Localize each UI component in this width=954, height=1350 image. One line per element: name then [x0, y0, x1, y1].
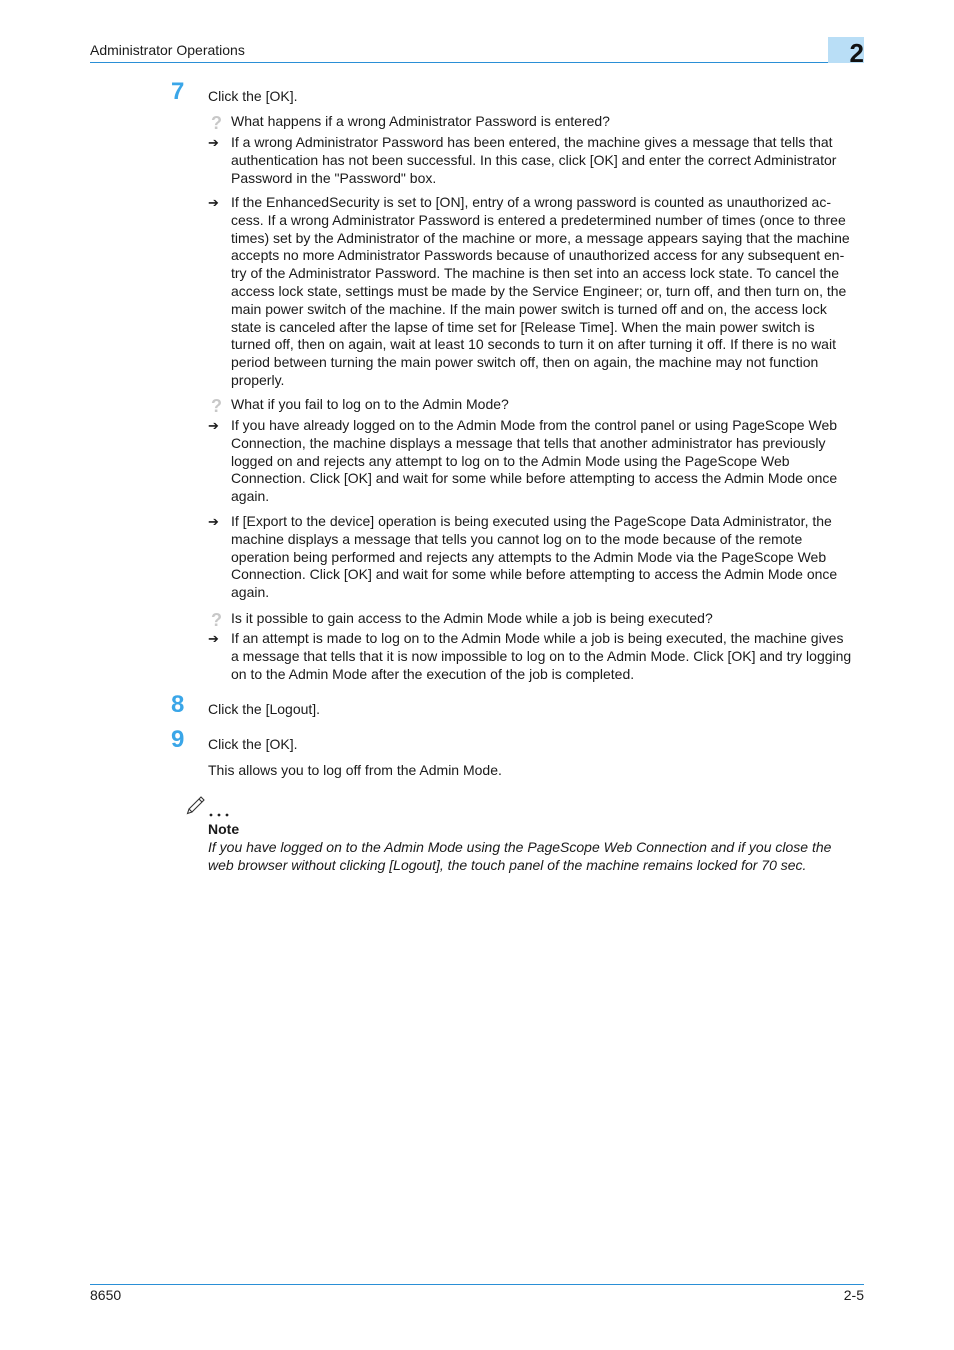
step-text: Click the [OK]. — [208, 736, 298, 752]
answer-text: If a wrong Administrator Password has been entered, the machine gives a message that tells that authentication has not been successful. In this case, click [OK] and enter the correct Administrator Password in the "Password" box. — [231, 134, 837, 186]
arrow-right-icon: ➔ — [208, 135, 219, 150]
step-number: 7 — [171, 78, 185, 105]
model-number: 8650 — [90, 1287, 122, 1303]
answer-text: If the EnhancedSecurity is set to [ON], entry of a wrong password is counted as unauthorized ac- cess. If a wrong Administrator Password is entered a predetermined number of times (once to three times) set by the Administrator of the machine or more, a message appears saying that the machine accepts no more Administrator Passwords because of unauthorized access for any subsequent en- try of the Administrator Password. The machine is then set into an access lock state. To cancel the access lock state, settings must be made by the Service Engineer; or, turn off, and then turn on, the main power switch of the machine. If the main power switch is turned off and on, the access lock state is canceled after the lapse of time set for [Release Time]. When the main power switch is turned off, then on again, wait at least 10 seconds to turn it on after turning it off. If there is no wait period between turning the main power switch off, then on again, the machine may not function properly. — [231, 194, 850, 388]
question-icon: ? — [211, 610, 222, 630]
note-text: If you have logged on to the Admin Mode using the PageScope Web Connection and if you close the web browser without clicking [Logout], the touch panel of the machine remains locked for 70 sec. — [208, 839, 832, 873]
step-text: Click the [Logout]. — [208, 701, 321, 717]
question-text: What if you fail to log on to the Admin Mode? — [231, 396, 509, 412]
answer-text: If [Export to the device] operation is being executed using the PageScope Data Administrator, the machine displays a message that tells you cannot log on to the mode because of the remote operation being performed and rejects any attempts to the Admin Mode via the PageScope Web Connection. Click [OK] and wait for some while before attempting to access the Admin Mode once again. — [231, 513, 838, 601]
arrow-right-icon: ➔ — [208, 631, 219, 646]
answer-text: If you have already logged on to the Admin Mode from the control panel or using PageScope Web Connection, the machine displays a message that tells that another administrator has previously logged on and rejects any attempt to log on to the Admin Mode using the PageScope Web Connection. Click [OK] and wait for some while before attempting to access the Admin Mode once again. — [231, 417, 838, 505]
note-label: Note — [208, 821, 240, 837]
pencil-note-icon — [186, 792, 236, 818]
page-footer — [90, 1284, 864, 1303]
arrow-right-icon: ➔ — [208, 195, 219, 210]
step-text: Click the [OK]. — [208, 88, 298, 104]
step-9-result: This allows you to log off from the Admin Mode. — [208, 762, 502, 778]
question-icon: ? — [211, 113, 222, 133]
header-title: Administrator Operations — [90, 42, 245, 58]
page-number: 2-5 — [843, 1287, 864, 1303]
chapter-number: 2 — [849, 38, 864, 68]
question-text: What happens if a wrong Administrator Password is entered? — [231, 113, 610, 129]
answer-text: If an attempt is made to log on to the Admin Mode while a job is being executed, the machine gives a message that tells that it is now impossible to log on to the Admin Mode. Click [OK] and try logging on to the Admin Mode after the execution of the job is completed. — [231, 630, 852, 682]
question-icon: ? — [211, 396, 222, 416]
page-header — [90, 38, 864, 68]
question-text: Is it possible to gain access to the Admin Mode while a job is being executed? — [231, 610, 713, 626]
step-number: 8 — [171, 691, 185, 718]
arrow-right-icon: ➔ — [208, 514, 219, 529]
step-number: 9 — [171, 726, 185, 753]
arrow-right-icon: ➔ — [208, 418, 219, 433]
